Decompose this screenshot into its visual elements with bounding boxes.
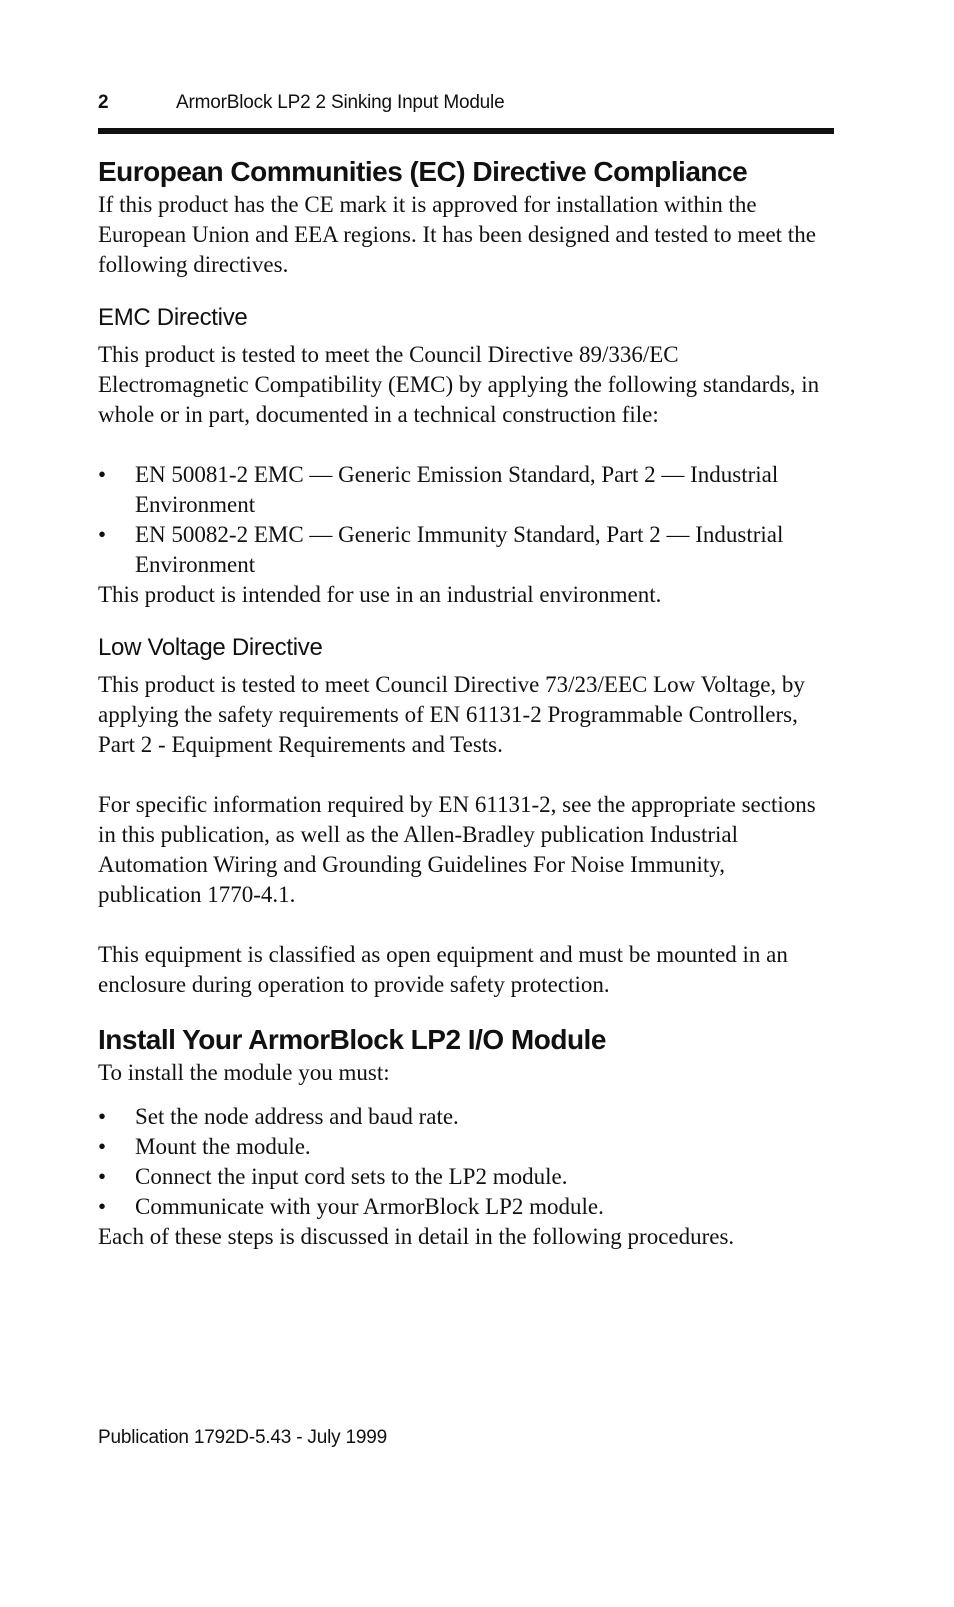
paragraph-install-outro: Each of these steps is discussed in detail in the following procedures. [98,1224,735,1249]
document-title: ArmorBlock LP2 2 Sinking Input Module [176,92,505,113]
paragraph-emc-outro: This product is intended for use in an industrial environment. [98,582,662,607]
list-item: • EN 50082-2 EMC — Generic Immunity Standard, Part 2 — Industrial Environment [98,520,834,580]
emc-standards-list [98,460,834,580]
paragraph-ec-intro: If this product has the CE mark it is approved for installation within the European Union and EEA regions. It has been designed and tested to meet the following directives. [98,192,816,277]
publication-footer: Publication 1792D-5.43 - July 1999 [98,1427,387,1448]
list-item: • Connect the input cord sets to the LP2 module. [98,1162,834,1192]
heading-ec-compliance: European Communities (EC) Directive Compliance [98,156,748,187]
list-item: • EN 50081-2 EMC — Generic Emission Standard, Part 2 — Industrial Environment [98,460,834,520]
install-steps-list [98,1102,834,1222]
list-item: • Set the node address and baud rate. [98,1102,834,1132]
paragraph-emc-intro: This product is tested to meet the Council Directive 89/336/EC Electromagnetic Compatibility (EMC) by applying the following standards, in whole or in part, documented in a technical construction file: [98,342,820,427]
paragraph-install-intro: To install the module you must: [98,1060,390,1085]
heading-low-voltage-directive: Low Voltage Directive [98,634,323,661]
heading-install-module: Install Your ArmorBlock LP2 I/O Module [98,1024,606,1055]
heading-emc-directive: EMC Directive [98,304,248,331]
paragraph-lvd-3: This equipment is classified as open equipment and must be mounted in an enclosure during operation to provide safety protection. [98,942,788,997]
paragraph-lvd-1: This product is tested to meet Council Directive 73/23/EEC Low Voltage, by applying the safety requirements of EN 61131-2 Programmable Controllers, Part 2 - Equipment Requirements and Tests. [98,672,805,757]
page-content [98,154,834,1252]
running-header [98,92,834,120]
document-page [98,0,834,1607]
list-item: • Mount the module. [98,1132,834,1162]
paragraph-lvd-2: For specific information required by EN 61131-2, see the appropriate sections in this publication, as well as the Allen-Bradley publication Industrial Automation Wiring and Grounding Guidelines For Noise Immunity, publication 1770-4.1. [98,792,816,907]
list-item: • Communicate with your ArmorBlock LP2 module. [98,1192,834,1222]
page-number: 2 [98,92,109,113]
header-rule [98,128,834,134]
